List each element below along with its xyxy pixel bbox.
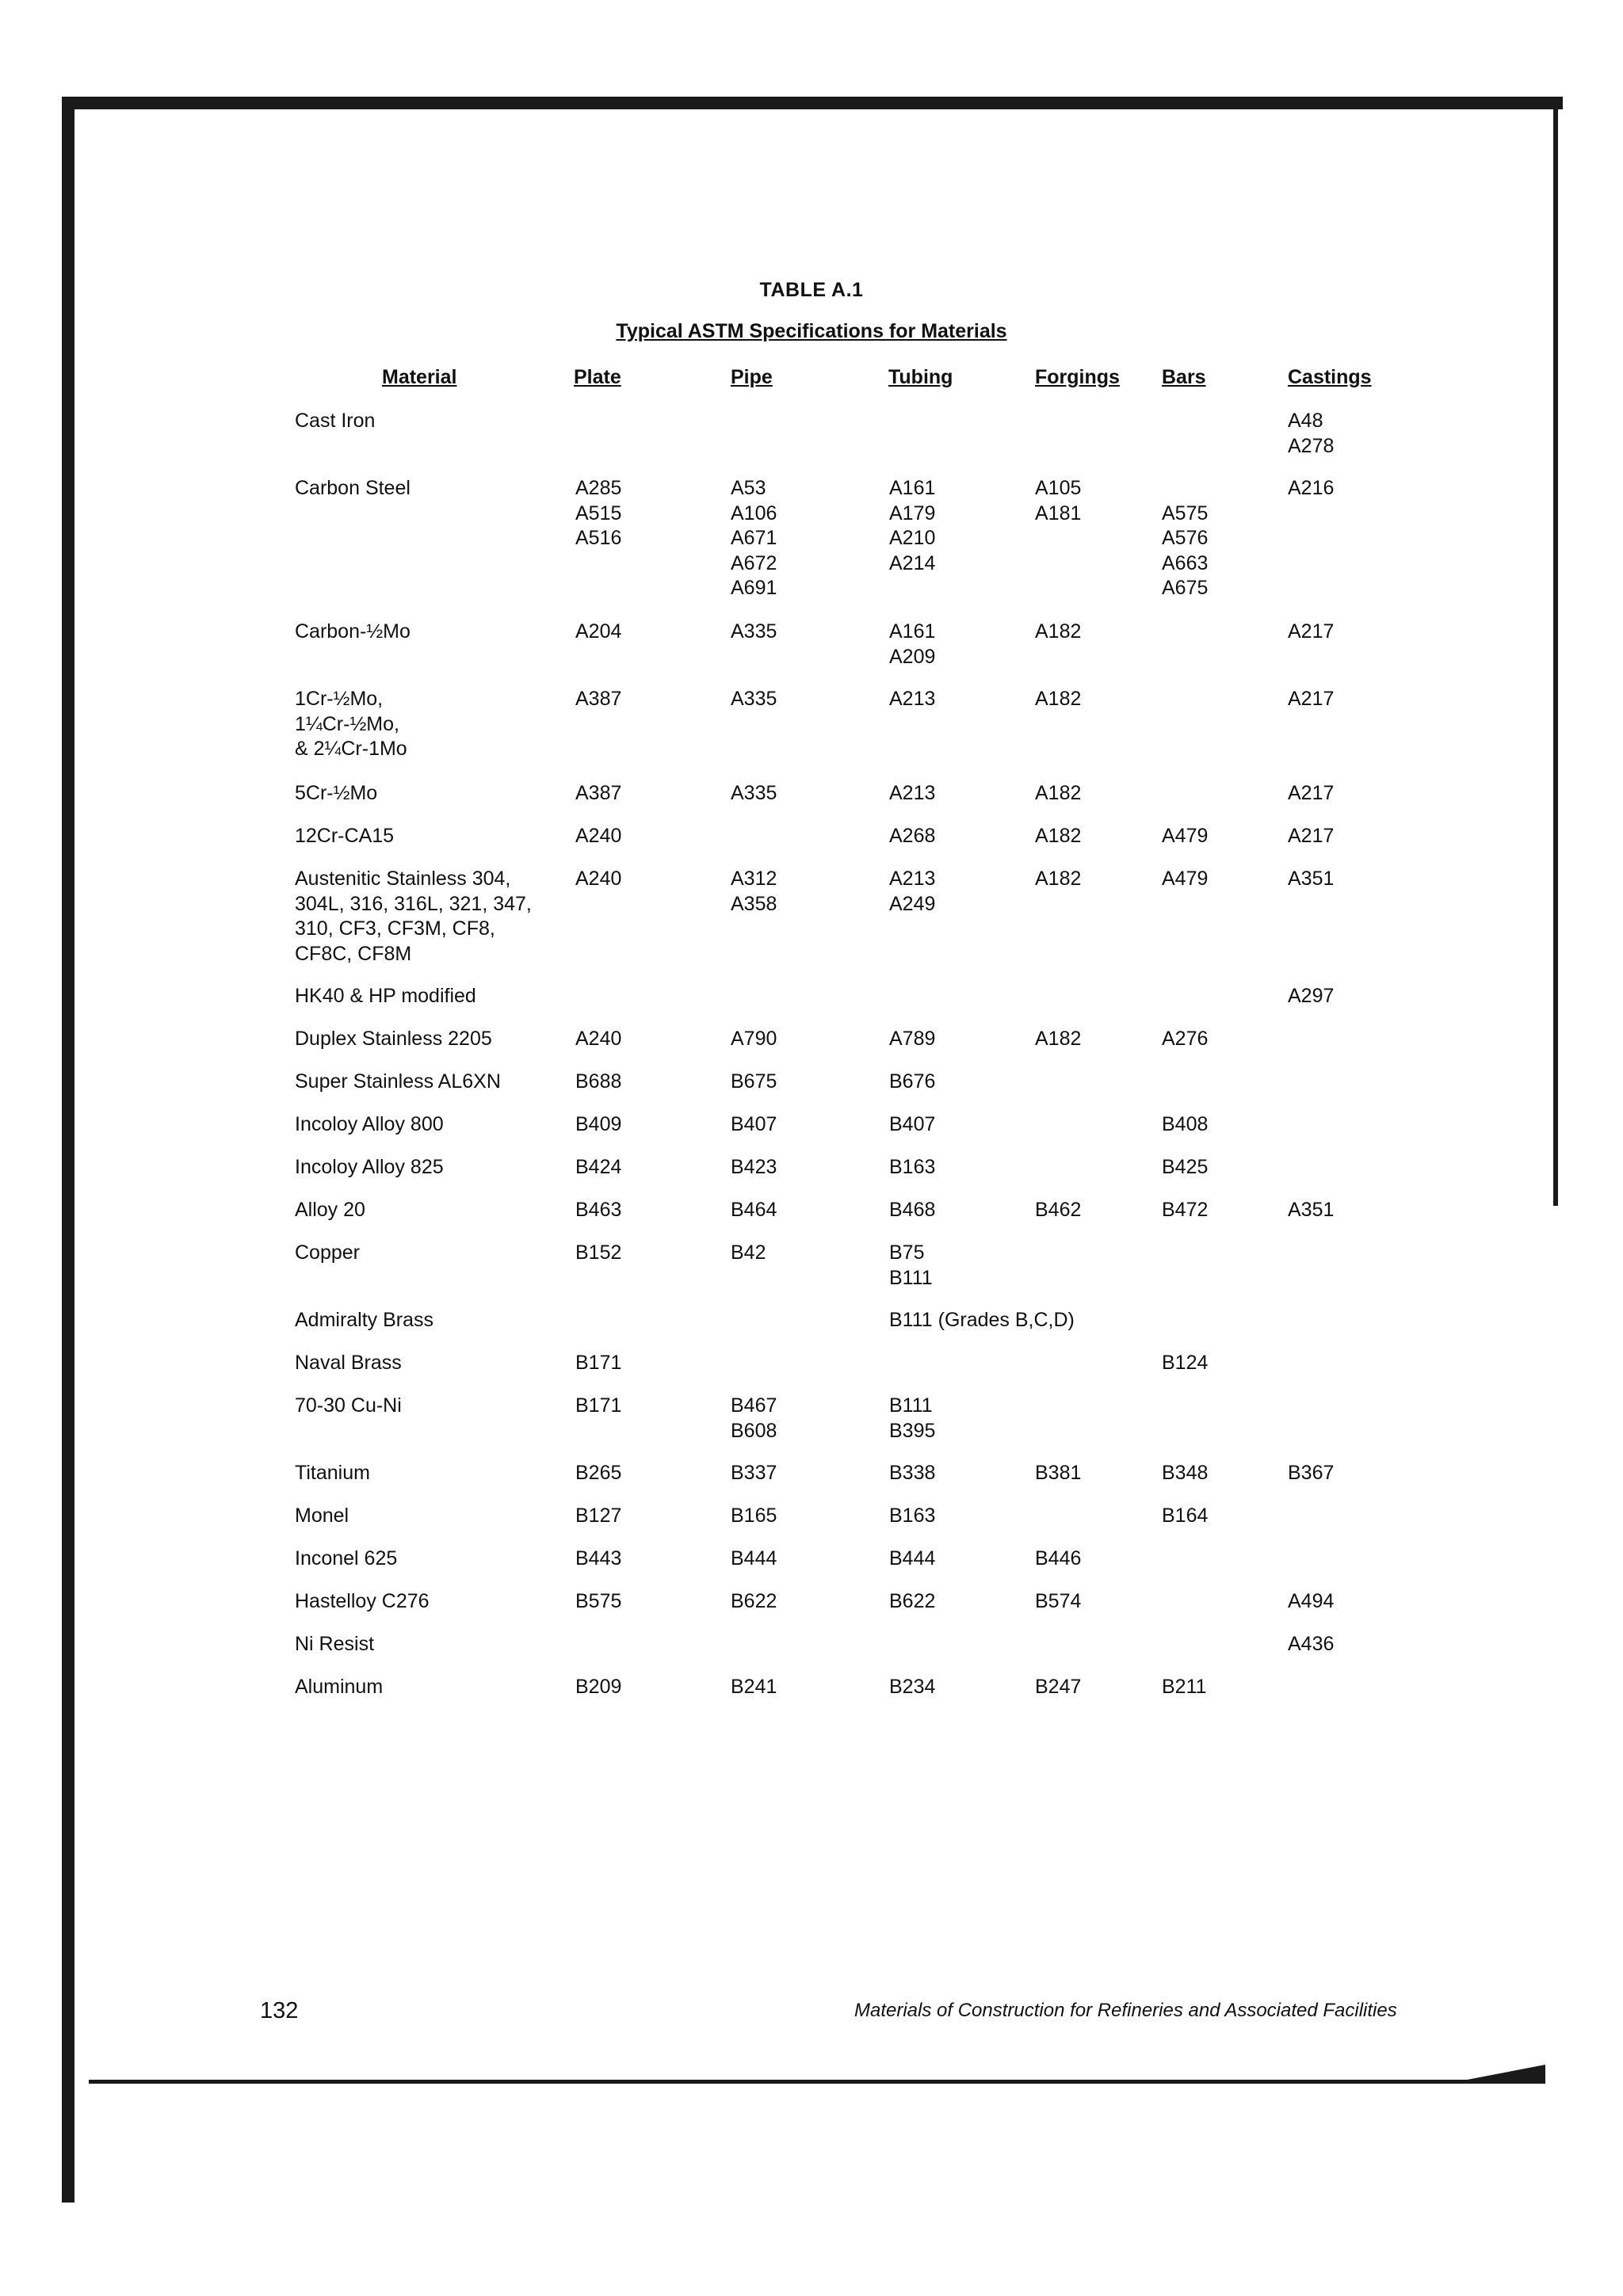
plate-cell: A240 (575, 868, 622, 890)
material-cell: Monel (295, 1505, 349, 1527)
tubing-cell: B111 (Grades B,C,D) (889, 1309, 1075, 1331)
plate-cell: B424 (575, 1156, 622, 1178)
column-header-bars: Bars (1162, 366, 1206, 388)
tubing-cell: A213 A249 (889, 868, 936, 915)
pipe-cell: B337 (731, 1462, 777, 1484)
column-header-plate: Plate (574, 366, 621, 388)
material-cell: Austenitic Stainless 304, 304L, 316, 316L, 321, 347, 310, CF3, CF3M, CF8, CF8C, CF8M (295, 868, 532, 965)
tubing-cell: A161 A209 (889, 620, 936, 668)
pipe-cell: A335 (731, 688, 777, 710)
footer-rule (89, 2080, 1545, 2084)
castings-cell: A351 (1288, 1199, 1335, 1221)
plate-cell: B171 (575, 1394, 622, 1417)
castings-cell: A217 (1288, 782, 1335, 804)
footer-rule-wedge (1466, 2065, 1545, 2084)
tubing-cell: B75 B111 (889, 1241, 933, 1289)
forgings-cell: B446 (1035, 1547, 1082, 1569)
plate-cell: A387 (575, 688, 622, 710)
pipe-cell: B165 (731, 1505, 777, 1527)
plate-cell: B409 (575, 1113, 622, 1135)
material-cell: 12Cr-CA15 (295, 825, 395, 847)
material-cell: Alloy 20 (295, 1199, 365, 1221)
column-header-tubing: Tubing (888, 366, 953, 388)
material-cell: Admiralty Brass (295, 1309, 434, 1331)
castings-cell: B367 (1288, 1462, 1335, 1484)
tubing-cell: B111 B395 (889, 1394, 936, 1442)
material-cell: Carbon-½Mo (295, 620, 411, 643)
plate-cell: B127 (575, 1505, 622, 1527)
bars-cell: B425 (1162, 1156, 1209, 1178)
tubing-cell: B338 (889, 1462, 936, 1484)
pipe-cell: B241 (731, 1676, 777, 1698)
table-title: Typical ASTM Specifications for Materials (616, 320, 1007, 342)
material-cell: Copper (295, 1241, 360, 1264)
pipe-cell: A53 A106 A671 A672 A691 (731, 477, 777, 599)
plate-cell: B463 (575, 1199, 622, 1221)
plate-cell: B265 (575, 1462, 622, 1484)
pipe-cell: B444 (731, 1547, 777, 1569)
bars-cell: B211 (1162, 1676, 1207, 1698)
column-header-material: Material (382, 366, 457, 388)
plate-cell: B171 (575, 1352, 622, 1374)
tubing-cell: A268 (889, 825, 936, 847)
column-header-castings: Castings (1288, 366, 1372, 388)
material-cell: Inconel 625 (295, 1547, 398, 1569)
material-cell: Incoloy Alloy 825 (295, 1156, 444, 1178)
plate-cell: A285 A515 A516 (575, 477, 622, 549)
pipe-cell: A312 A358 (731, 868, 777, 915)
page-frame-right-border (1553, 97, 1558, 1206)
pipe-cell: B42 (731, 1241, 766, 1264)
plate-cell: A204 (575, 620, 622, 643)
material-cell: Super Stainless AL6XN (295, 1070, 501, 1093)
plate-cell: B443 (575, 1547, 622, 1569)
forgings-cell: A182 (1035, 782, 1082, 804)
castings-cell: A217 (1288, 688, 1335, 710)
bars-cell: B348 (1162, 1462, 1209, 1484)
material-cell: Carbon Steel (295, 477, 411, 499)
material-cell: 1Cr-½Mo, 1¼Cr-½Mo, & 2¼Cr-1Mo (295, 688, 407, 760)
forgings-cell: B247 (1035, 1676, 1082, 1698)
bars-cell: A276 (1162, 1028, 1209, 1050)
tubing-cell: A161 A179 A210 A214 (889, 477, 936, 574)
bars-cell: B164 (1162, 1505, 1209, 1527)
page-frame-left-border (62, 97, 74, 2203)
forgings-cell: A182 (1035, 868, 1082, 890)
material-cell: Ni Resist (295, 1633, 375, 1655)
bars-cell: B472 (1162, 1199, 1209, 1221)
material-cell: Duplex Stainless 2205 (295, 1028, 492, 1050)
material-cell: HK40 & HP modified (295, 985, 476, 1007)
page-number: 132 (260, 1998, 299, 2023)
bars-cell: A575 A576 A663 A675 (1162, 502, 1209, 599)
tubing-cell: B444 (889, 1547, 936, 1569)
castings-cell: A216 (1288, 477, 1335, 499)
bars-cell: A479 (1162, 825, 1209, 847)
running-footer-title: Materials of Construction for Refineries and Associated Facilities (854, 2000, 1397, 2021)
forgings-cell: A182 (1035, 825, 1082, 847)
pipe-cell: A335 (731, 620, 777, 643)
table-label: TABLE A.1 (759, 279, 864, 301)
material-cell: Aluminum (295, 1676, 384, 1698)
plate-cell: A240 (575, 1028, 622, 1050)
material-cell: Incoloy Alloy 800 (295, 1113, 444, 1135)
column-header-pipe: Pipe (731, 366, 773, 388)
material-cell: Hastelloy C276 (295, 1590, 430, 1612)
plate-cell: B152 (575, 1241, 622, 1264)
bars-cell: B408 (1162, 1113, 1209, 1135)
plate-cell: A387 (575, 782, 622, 804)
tubing-cell: B163 (889, 1156, 936, 1178)
plate-cell: B209 (575, 1676, 622, 1698)
pipe-cell: B675 (731, 1070, 777, 1093)
bars-cell: B124 (1162, 1352, 1209, 1374)
castings-cell: A351 (1288, 868, 1335, 890)
forgings-cell: A182 (1035, 1028, 1082, 1050)
tubing-cell: B407 (889, 1113, 936, 1135)
castings-cell: A217 (1288, 825, 1335, 847)
page-frame-top-border (62, 97, 1563, 109)
material-cell: Naval Brass (295, 1352, 402, 1374)
castings-cell: A494 (1288, 1590, 1335, 1612)
plate-cell: A240 (575, 825, 622, 847)
material-cell: Cast Iron (295, 410, 376, 432)
tubing-cell: A213 (889, 782, 936, 804)
forgings-cell: B462 (1035, 1199, 1082, 1221)
tubing-cell: B468 (889, 1199, 936, 1221)
material-cell: 70-30 Cu-Ni (295, 1394, 402, 1417)
plate-cell: B575 (575, 1590, 622, 1612)
pipe-cell: B622 (731, 1590, 777, 1612)
forgings-cell: A182 (1035, 688, 1082, 710)
pipe-cell: B464 (731, 1199, 777, 1221)
castings-cell: A48 A278 (1288, 410, 1335, 457)
plate-cell: B688 (575, 1070, 622, 1093)
forgings-cell: B381 (1035, 1462, 1082, 1484)
castings-cell: A297 (1288, 985, 1335, 1007)
forgings-cell: A182 (1035, 620, 1082, 643)
tubing-cell: B234 (889, 1676, 936, 1698)
castings-cell: A217 (1288, 620, 1335, 643)
tubing-cell: B622 (889, 1590, 936, 1612)
material-cell: Titanium (295, 1462, 370, 1484)
column-header-forgings: Forgings (1035, 366, 1120, 388)
pipe-cell: A335 (731, 782, 777, 804)
forgings-cell: A105 A181 (1035, 477, 1082, 524)
pipe-cell: B467 B608 (731, 1394, 777, 1442)
castings-cell: A436 (1288, 1633, 1335, 1655)
forgings-cell: B574 (1035, 1590, 1082, 1612)
pipe-cell: B407 (731, 1113, 777, 1135)
pipe-cell: A790 (731, 1028, 777, 1050)
bars-cell: A479 (1162, 868, 1209, 890)
tubing-cell: B163 (889, 1505, 936, 1527)
material-cell: 5Cr-½Mo (295, 782, 378, 804)
tubing-cell: A213 (889, 688, 936, 710)
tubing-cell: B676 (889, 1070, 936, 1093)
tubing-cell: A789 (889, 1028, 936, 1050)
pipe-cell: B423 (731, 1156, 777, 1178)
